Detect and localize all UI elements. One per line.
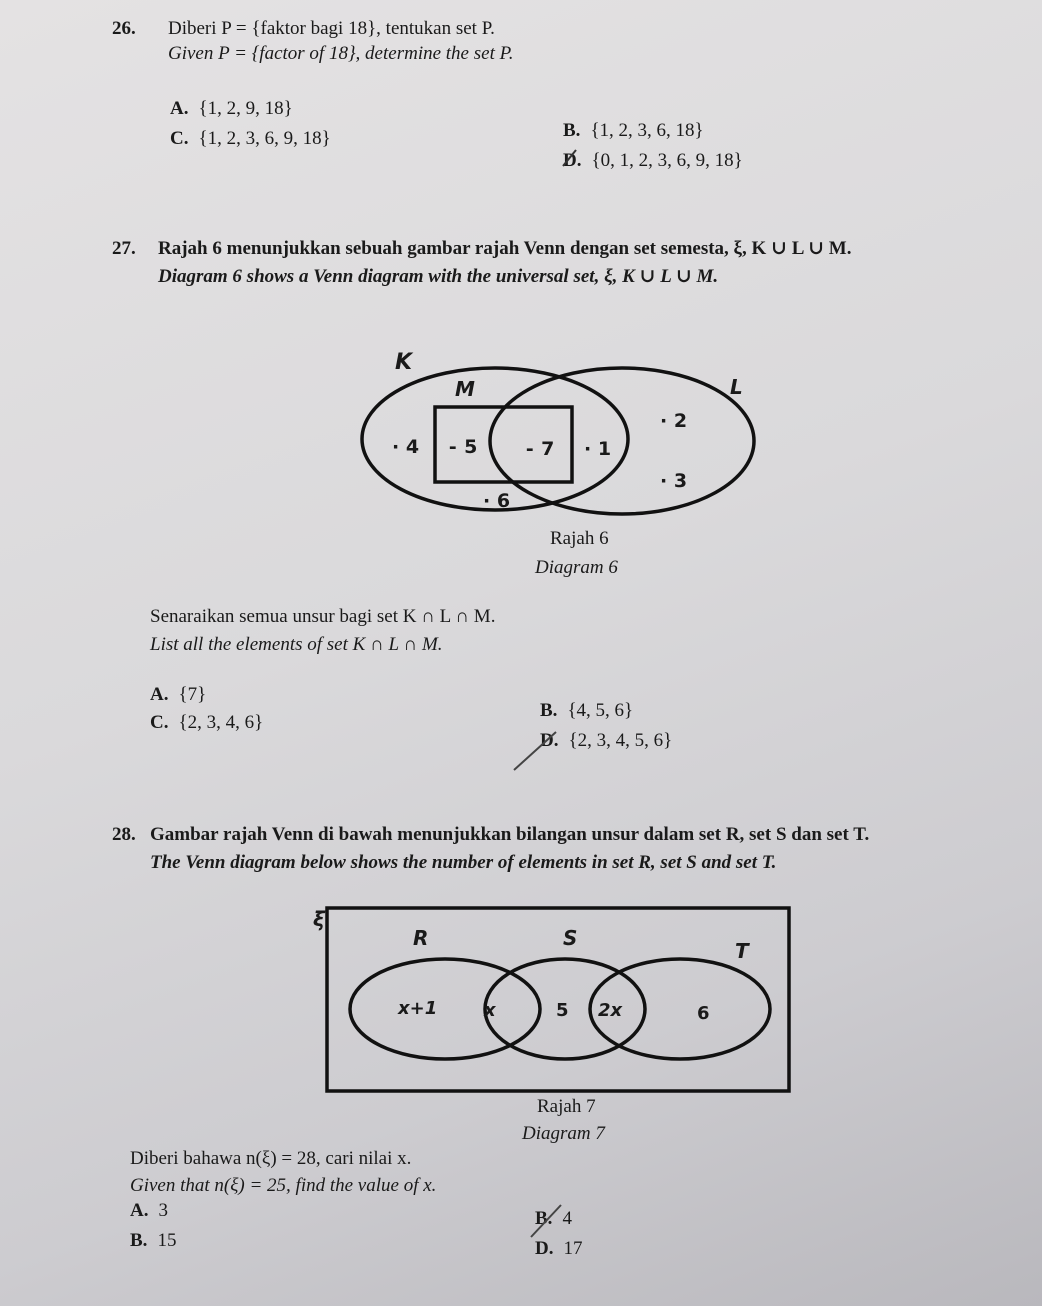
region-t-only: 6 bbox=[697, 1003, 710, 1024]
option-b[interactable]: B. 15 bbox=[130, 1230, 177, 1251]
option-d[interactable]: D. 17 bbox=[535, 1238, 583, 1259]
region-s-only: 5 bbox=[556, 1000, 569, 1021]
pencil-mark-icon bbox=[528, 1202, 564, 1240]
given-malay: Diberi bahawa n(ξ) = 28, cari nilai x. bbox=[130, 1148, 412, 1169]
option-b[interactable]: B. {1, 2, 3, 6, 18} bbox=[563, 120, 704, 141]
element-3: · 3 bbox=[660, 470, 688, 492]
set-k-label: K bbox=[395, 350, 413, 375]
question-text-malay: Diberi P = {faktor bagi 18}, tentukan set P. bbox=[168, 18, 495, 39]
diagram-caption-english: Diagram 7 bbox=[522, 1123, 605, 1144]
region-r-and-s: x bbox=[484, 1000, 496, 1021]
question-text-malay: Gambar rajah Venn di bawah menunjukkan bilangan unsur dalam set R, set S dan set T. bbox=[150, 824, 870, 845]
element-6: · 6 bbox=[483, 490, 511, 512]
question-text-english: Diagram 6 shows a Venn diagram with the universal set, ξ, K ∪ L ∪ M. bbox=[158, 266, 719, 287]
option-c[interactable]: C. {2, 3, 4, 6} bbox=[150, 712, 264, 733]
region-s-and-t: 2x bbox=[598, 1000, 623, 1021]
question-text-malay: Rajah 6 menunjukkan sebuah gambar rajah Venn dengan set semesta, ξ, K ∪ L ∪ M. bbox=[158, 238, 852, 259]
element-2: · 2 bbox=[660, 410, 688, 432]
element-5: ⁃ 5 bbox=[448, 436, 478, 458]
option-a[interactable]: A. {1, 2, 9, 18} bbox=[170, 98, 293, 119]
option-b[interactable]: B. {4, 5, 6} bbox=[540, 700, 634, 721]
option-a[interactable]: A. {7} bbox=[150, 684, 207, 705]
question-text-english: Given P = {factor of 18}, determine the set P. bbox=[168, 43, 514, 64]
set-t-label: T bbox=[735, 939, 749, 963]
option-d[interactable]: D. {2, 3, 4, 5, 6} bbox=[540, 730, 673, 751]
option-d[interactable]: D. {0, 1, 2, 3, 6, 9, 18} bbox=[563, 150, 743, 171]
prompt-malay: Senaraikan semua unsur bagi set K ∩ L ∩ M. bbox=[150, 606, 496, 627]
option-c[interactable]: C. {1, 2, 3, 6, 9, 18} bbox=[170, 128, 331, 149]
question-number: 26. bbox=[112, 18, 136, 39]
region-r-only: x+1 bbox=[398, 998, 438, 1019]
option-a[interactable]: A. 3 bbox=[130, 1200, 168, 1221]
diagram-caption-english: Diagram 6 bbox=[535, 557, 618, 578]
question-text-english: The Venn diagram below shows the number of elements in set R, set S and set T. bbox=[150, 852, 777, 873]
universal-set-label: ξ bbox=[313, 907, 325, 931]
set-r-label: R bbox=[413, 926, 429, 950]
pencil-mark-icon bbox=[510, 728, 560, 773]
option-b-alt[interactable]: B. 4 bbox=[535, 1208, 572, 1229]
diagram-caption-malay: Rajah 6 bbox=[550, 528, 609, 549]
given-english: Given that n(ξ) = 25, find the value of x. bbox=[130, 1175, 437, 1196]
pencil-mark-icon bbox=[560, 148, 580, 170]
element-4: · 4 bbox=[392, 436, 420, 458]
diagram-caption-malay: Rajah 7 bbox=[537, 1096, 596, 1117]
venn-diagram-6-shapes bbox=[360, 350, 780, 530]
question-number: 27. bbox=[112, 238, 136, 259]
set-m-label: M bbox=[455, 377, 475, 401]
set-l-label: L bbox=[730, 375, 743, 399]
element-1: · 1 bbox=[584, 438, 612, 460]
set-s-label: S bbox=[563, 926, 578, 950]
question-number: 28. bbox=[112, 824, 136, 845]
element-7: ⁃ 7 bbox=[525, 438, 555, 460]
prompt-english: List all the elements of set K ∩ L ∩ M. bbox=[150, 634, 443, 655]
